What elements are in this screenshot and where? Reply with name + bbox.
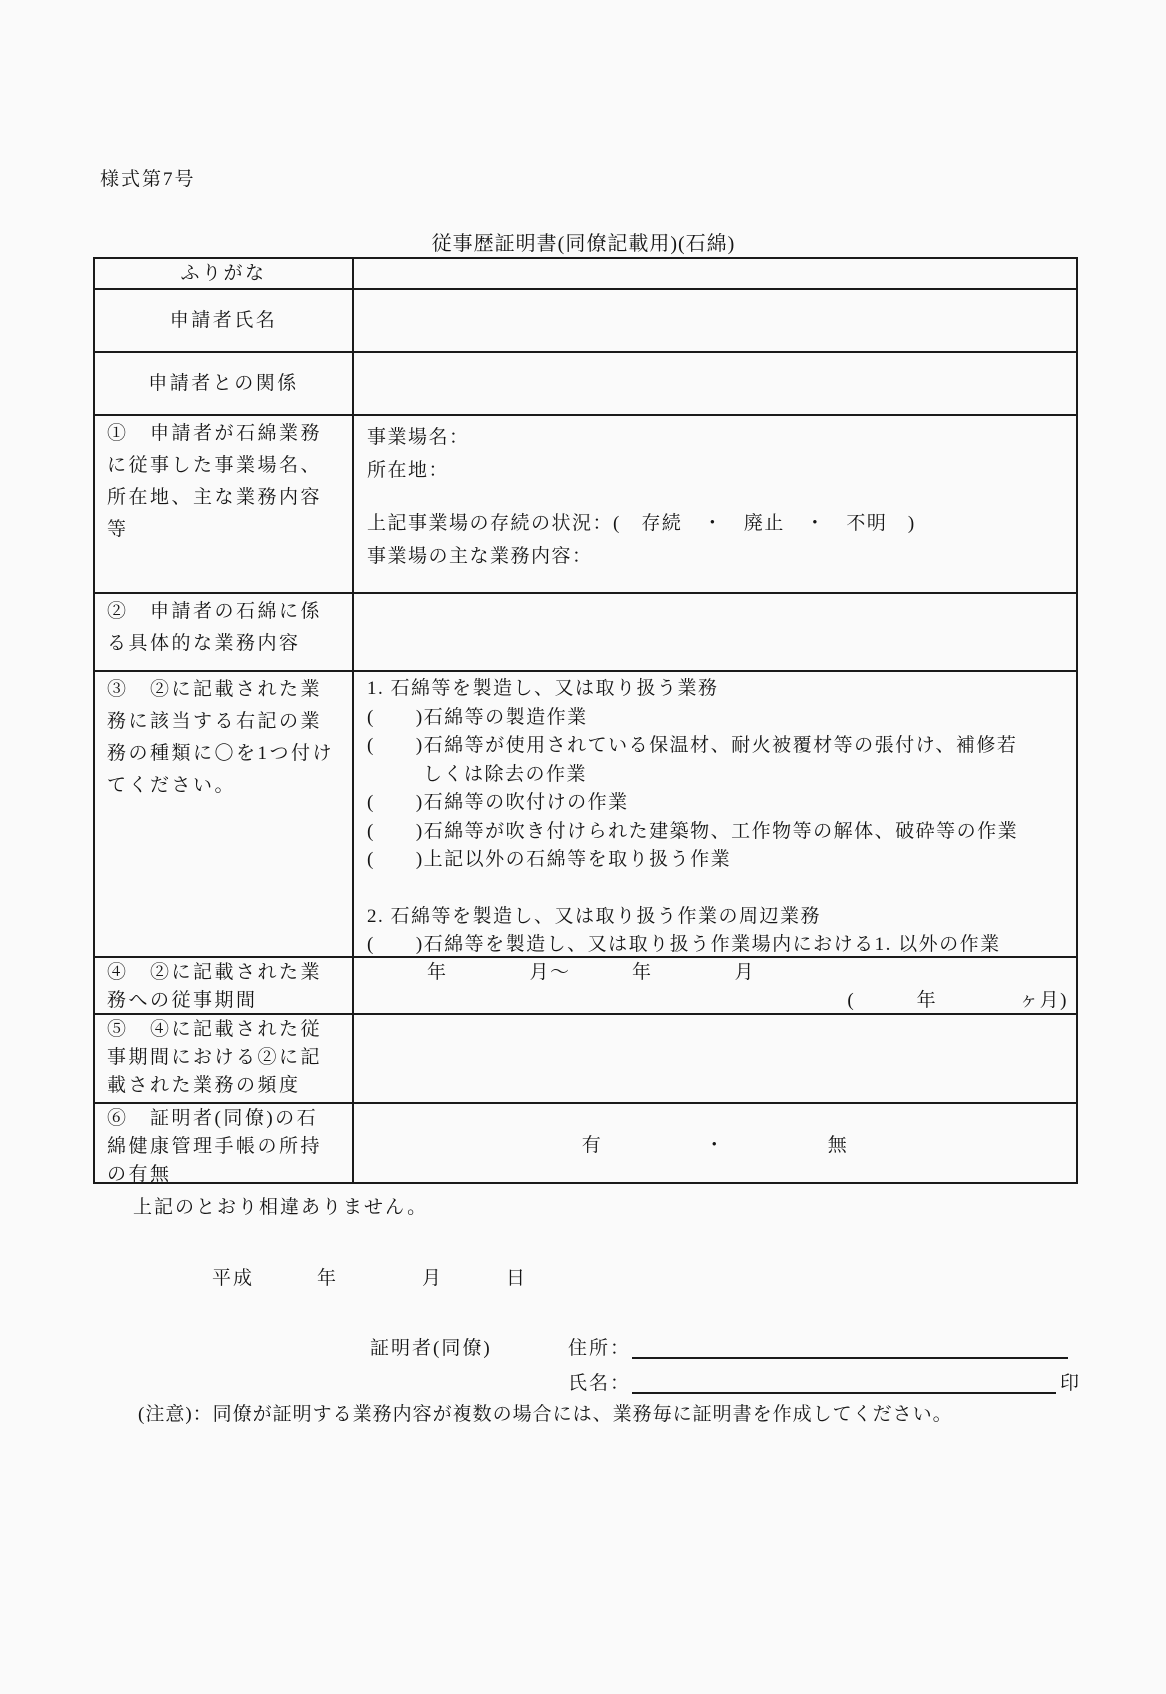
q4-label: ④ ②に記載された業務への従事期間	[95, 958, 354, 1013]
q1-main-work-label: 事業場の主な業務内容：	[367, 546, 593, 567]
row-q3-work-type	[95, 670, 1076, 956]
q1-status-choice: 上記事業場の存続の状況：( 存続 ・ 廃止 ・ 不明 )	[367, 513, 916, 534]
q3-item[interactable]: ( )上記以外の石綿等を取り扱う作業	[367, 849, 732, 870]
q1-address-label: 所在地：	[367, 460, 450, 481]
q6-yes-no-choice[interactable]: 有 ・ 無	[581, 1134, 849, 1156]
q3-group1-title: 1. 石綿等を製造し、又は取り扱う業務	[367, 678, 719, 699]
address-label: 住所：	[568, 1338, 632, 1359]
q3-item-continuation: しくは除去の作業	[423, 763, 588, 785]
furigana-field[interactable]	[354, 259, 1076, 288]
q3-item[interactable]: ( )石綿等の製造作業	[367, 706, 588, 728]
row-applicant-name	[95, 288, 1076, 351]
row-q2-work-detail	[95, 592, 1076, 670]
row-q5-frequency	[95, 1013, 1076, 1102]
confirmation-statement: 上記のとおり相違ありません。	[133, 1197, 429, 1218]
form-number: 様式第7号	[100, 169, 196, 190]
relation-field[interactable]	[354, 353, 1076, 414]
q3-item[interactable]: ( )石綿等の吹付けの作業	[367, 792, 629, 813]
row-q4-period	[95, 956, 1076, 1013]
applicant-name-label: 申請者氏名	[95, 290, 354, 351]
q2-field[interactable]	[354, 594, 1076, 670]
address-fill-line[interactable]	[632, 1334, 1068, 1359]
q6-field	[354, 1104, 1076, 1182]
q3-item[interactable]: ( )石綿等が使用されている保温材、耐火被覆材等の張付け、補修若	[367, 735, 1018, 756]
application-form-table	[93, 257, 1078, 1184]
certifier-label: 証明者(同僚)	[370, 1338, 492, 1359]
furigana-label: ふりがな	[95, 259, 354, 288]
q3-group2-title: 2. 石綿等を製造し、又は取り扱う作業の周辺業務	[367, 905, 822, 927]
q5-label: ⑤ ④に記載された従事期間における②に記載された業務の頻度	[95, 1015, 354, 1102]
q2-label: ② 申請者の石綿に係る具体的な業務内容	[95, 594, 354, 670]
q6-label: ⑥ 証明者(同僚)の石綿健康管理手帳の所持の有無	[95, 1104, 354, 1182]
seal-mark: 印	[1060, 1373, 1082, 1394]
applicant-name-field[interactable]	[354, 290, 1076, 351]
q5-field[interactable]	[354, 1015, 1076, 1102]
row-q6-handbook	[95, 1102, 1076, 1185]
q1-label: ① 申請者が石綿業務に従事した事業場名、所在地、主な業務内容等	[95, 416, 354, 592]
q4-field[interactable]	[354, 958, 1076, 1013]
name-fill-line[interactable]	[632, 1369, 1056, 1394]
q3-checklist	[354, 672, 1076, 956]
q3-blank-line	[367, 875, 1070, 903]
page-title: 従事歴証明書(同僚記載用)(石綿)	[431, 233, 736, 255]
q4-period-line: 年 月～ 年 月	[427, 962, 756, 983]
q1-field[interactable]	[354, 416, 1076, 592]
row-furigana	[95, 259, 1076, 288]
q3-item[interactable]: ( )石綿等が吹き付けられた建築物、工作物等の解体、破砕等の作業	[367, 820, 1019, 842]
row-q1-workplace	[95, 414, 1076, 592]
row-relation	[95, 351, 1076, 414]
q1-workplace-name-label: 事業場名：	[367, 427, 470, 448]
q3-label: ③ ②に記載された業務に該当する右記の業務の種類に〇を1つ付けてください。	[95, 672, 354, 956]
date-line: 平成 年 月 日	[212, 1268, 528, 1289]
footnote: (注意)：同僚が証明する業務内容が複数の場合には、業務毎に証明書を作成してください。	[138, 1404, 953, 1425]
q3-item[interactable]: ( )石綿等を製造し、又は取り扱う作業場内における1. 以外の作業	[367, 934, 1001, 955]
name-label: 氏名：	[568, 1373, 632, 1394]
relation-label: 申請者との関係	[95, 353, 354, 414]
q4-duration-line: ( 年 ヶ月)	[847, 990, 1068, 1011]
